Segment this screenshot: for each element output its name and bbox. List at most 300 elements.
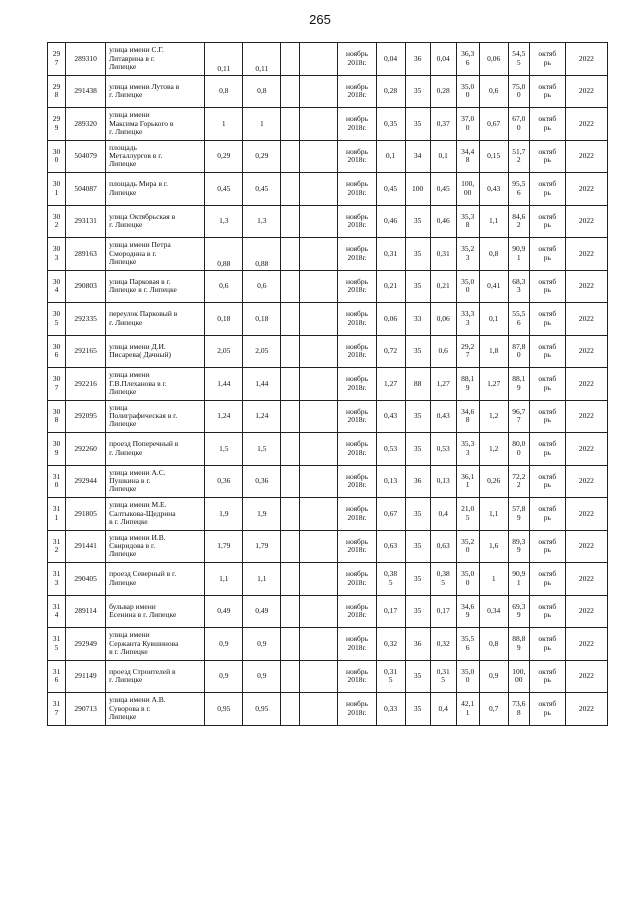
table-row bbox=[48, 43, 608, 76]
row-index-cell: 31 4 bbox=[48, 595, 66, 628]
percent-cell: 35 bbox=[405, 498, 430, 531]
value-cell: 0,43 bbox=[479, 173, 508, 206]
road-name-cell: улица Полиграфическая в г. Липецке bbox=[106, 400, 205, 433]
survey-date-cell: ноябрь 2018г. bbox=[338, 335, 376, 368]
row-index-cell: 30 0 bbox=[48, 140, 66, 173]
year-cell: 2022 bbox=[565, 303, 607, 336]
survey-date-cell: ноябрь 2018г. bbox=[338, 433, 376, 466]
month-cell: октяб рь bbox=[529, 75, 565, 108]
road-name-cell: улица имени И.В. Свиридова в г. Липецке bbox=[106, 530, 205, 563]
value-cell: 0,53 bbox=[376, 433, 405, 466]
percent-cell: 35,2 3 bbox=[456, 238, 479, 271]
percent-cell: 100, 00 bbox=[508, 660, 529, 693]
table-row bbox=[48, 693, 608, 726]
month-cell: октяб рь bbox=[529, 563, 565, 596]
value-cell: 0,67 bbox=[376, 498, 405, 531]
year-cell: 2022 bbox=[565, 595, 607, 628]
value-cell: 0,41 bbox=[479, 270, 508, 303]
length-repair-cell: 0,88 bbox=[243, 238, 281, 271]
value-cell: 0,04 bbox=[430, 43, 456, 76]
length-repair-cell: 1 bbox=[243, 108, 281, 141]
value-cell: 1,1 bbox=[479, 498, 508, 531]
value-cell: 0,43 bbox=[430, 400, 456, 433]
survey-date-cell: ноябрь 2018г. bbox=[338, 530, 376, 563]
road-code-cell: 289310 bbox=[66, 43, 106, 76]
table-row bbox=[48, 595, 608, 628]
year-cell: 2022 bbox=[565, 43, 607, 76]
month-cell: октяб рь bbox=[529, 205, 565, 238]
road-name-cell: улица Октябрьская в г. Липецке bbox=[106, 205, 205, 238]
road-name-cell: улица имени А.С. Пушкина в г. Липецке bbox=[106, 465, 205, 498]
row-index-cell: 29 8 bbox=[48, 75, 66, 108]
value-cell: 0,53 bbox=[430, 433, 456, 466]
row-index-cell: 30 2 bbox=[48, 205, 66, 238]
value-cell: 1,8 bbox=[479, 335, 508, 368]
empty-cell bbox=[300, 465, 338, 498]
percent-cell: 57,8 9 bbox=[508, 498, 529, 531]
row-index-cell: 29 9 bbox=[48, 108, 66, 141]
survey-date-cell: ноябрь 2018г. bbox=[338, 628, 376, 661]
road-name-cell: улица имени Петра Смороднна в г. Липецке bbox=[106, 238, 205, 271]
percent-cell: 34,4 8 bbox=[456, 140, 479, 173]
empty-cell bbox=[281, 498, 300, 531]
value-cell: 0,1 bbox=[479, 303, 508, 336]
row-index-cell: 31 1 bbox=[48, 498, 66, 531]
empty-cell bbox=[300, 173, 338, 206]
road-code-cell: 289163 bbox=[66, 238, 106, 271]
length-repair-cell: 0,6 bbox=[243, 270, 281, 303]
year-cell: 2022 bbox=[565, 75, 607, 108]
length-repair-cell: 1,5 bbox=[243, 433, 281, 466]
road-name-cell: площадь Мира в г. Липецке bbox=[106, 173, 205, 206]
empty-cell bbox=[281, 43, 300, 76]
value-cell: 0,4 bbox=[430, 693, 456, 726]
value-cell: 0,17 bbox=[430, 595, 456, 628]
percent-cell: 35,3 8 bbox=[456, 205, 479, 238]
row-index-cell: 31 5 bbox=[48, 628, 66, 661]
empty-cell bbox=[281, 400, 300, 433]
value-cell: 0,7 bbox=[479, 693, 508, 726]
empty-cell bbox=[281, 563, 300, 596]
value-cell: 0,63 bbox=[376, 530, 405, 563]
month-cell: октяб рь bbox=[529, 595, 565, 628]
empty-cell bbox=[300, 563, 338, 596]
percent-cell: 36,3 6 bbox=[456, 43, 479, 76]
year-cell: 2022 bbox=[565, 368, 607, 401]
road-code-cell: 289114 bbox=[66, 595, 106, 628]
empty-cell bbox=[281, 628, 300, 661]
table-row bbox=[48, 498, 608, 531]
empty-cell bbox=[300, 433, 338, 466]
length-cell: 1,3 bbox=[205, 205, 243, 238]
row-index-cell: 30 9 bbox=[48, 433, 66, 466]
survey-date-cell: ноябрь 2018г. bbox=[338, 173, 376, 206]
road-name-cell: улица Парковая в г. Липецке в г. Липецке bbox=[106, 270, 205, 303]
empty-cell bbox=[300, 660, 338, 693]
survey-date-cell: ноябрь 2018г. bbox=[338, 43, 376, 76]
percent-cell: 35,0 0 bbox=[456, 270, 479, 303]
percent-cell: 33 bbox=[405, 303, 430, 336]
value-cell: 1,6 bbox=[479, 530, 508, 563]
percent-cell: 88,1 9 bbox=[456, 368, 479, 401]
month-cell: октяб рь bbox=[529, 270, 565, 303]
value-cell: 1,27 bbox=[376, 368, 405, 401]
percent-cell: 35 bbox=[405, 270, 430, 303]
table-row bbox=[48, 433, 608, 466]
empty-cell bbox=[300, 140, 338, 173]
empty-cell bbox=[300, 303, 338, 336]
row-index-cell: 30 6 bbox=[48, 335, 66, 368]
table-body bbox=[48, 43, 608, 726]
length-cell: 1,9 bbox=[205, 498, 243, 531]
row-index-cell: 31 3 bbox=[48, 563, 66, 596]
table-row bbox=[48, 368, 608, 401]
percent-cell: 35,0 0 bbox=[456, 563, 479, 596]
value-cell: 0,46 bbox=[376, 205, 405, 238]
survey-date-cell: ноябрь 2018г. bbox=[338, 368, 376, 401]
length-cell: 0,49 bbox=[205, 595, 243, 628]
value-cell: 0,17 bbox=[376, 595, 405, 628]
table-row bbox=[48, 75, 608, 108]
table-row bbox=[48, 465, 608, 498]
table-row bbox=[48, 238, 608, 271]
value-cell: 0,04 bbox=[376, 43, 405, 76]
percent-cell: 88,8 9 bbox=[508, 628, 529, 661]
survey-date-cell: ноябрь 2018г. bbox=[338, 563, 376, 596]
length-cell: 1,44 bbox=[205, 368, 243, 401]
empty-cell bbox=[300, 75, 338, 108]
empty-cell bbox=[300, 368, 338, 401]
road-name-cell: переулок Парковый в г. Липецке bbox=[106, 303, 205, 336]
value-cell: 1,2 bbox=[479, 433, 508, 466]
value-cell: 0,34 bbox=[479, 595, 508, 628]
value-cell: 0,38 5 bbox=[430, 563, 456, 596]
road-code-cell: 291805 bbox=[66, 498, 106, 531]
empty-cell bbox=[300, 693, 338, 726]
value-cell: 0,28 bbox=[376, 75, 405, 108]
month-cell: октяб рь bbox=[529, 335, 565, 368]
table-row bbox=[48, 303, 608, 336]
length-repair-cell: 0,36 bbox=[243, 465, 281, 498]
length-cell: 1,79 bbox=[205, 530, 243, 563]
road-code-cell: 292165 bbox=[66, 335, 106, 368]
empty-cell bbox=[281, 465, 300, 498]
empty-cell bbox=[281, 530, 300, 563]
road-code-cell: 289320 bbox=[66, 108, 106, 141]
length-cell: 0,29 bbox=[205, 140, 243, 173]
value-cell: 0,9 bbox=[479, 660, 508, 693]
empty-cell bbox=[281, 238, 300, 271]
empty-cell bbox=[300, 238, 338, 271]
value-cell: 0,15 bbox=[479, 140, 508, 173]
road-code-cell: 291441 bbox=[66, 530, 106, 563]
year-cell: 2022 bbox=[565, 660, 607, 693]
length-cell: 0,88 bbox=[205, 238, 243, 271]
year-cell: 2022 bbox=[565, 465, 607, 498]
row-index-cell: 29 7 bbox=[48, 43, 66, 76]
empty-cell bbox=[281, 303, 300, 336]
survey-date-cell: ноябрь 2018г. bbox=[338, 270, 376, 303]
empty-cell bbox=[281, 75, 300, 108]
road-name-cell: проезд Строителей в г. Липецке bbox=[106, 660, 205, 693]
value-cell: 0,38 5 bbox=[376, 563, 405, 596]
row-index-cell: 30 4 bbox=[48, 270, 66, 303]
page-number: 265 bbox=[309, 12, 331, 27]
month-cell: октяб рь bbox=[529, 43, 565, 76]
empty-cell bbox=[281, 595, 300, 628]
road-name-cell: улица имени Максима Горького в г. Липецке bbox=[106, 108, 205, 141]
length-cell: 0,9 bbox=[205, 660, 243, 693]
value-cell: 0,31 5 bbox=[430, 660, 456, 693]
length-repair-cell: 1,9 bbox=[243, 498, 281, 531]
value-cell: 0,1 bbox=[376, 140, 405, 173]
value-cell: 0,45 bbox=[430, 173, 456, 206]
length-cell: 0,9 bbox=[205, 628, 243, 661]
percent-cell: 29,2 7 bbox=[456, 335, 479, 368]
value-cell: 0,32 bbox=[430, 628, 456, 661]
percent-cell: 67,0 0 bbox=[508, 108, 529, 141]
road-code-cell: 292944 bbox=[66, 465, 106, 498]
length-repair-cell: 1,79 bbox=[243, 530, 281, 563]
value-cell: 0,06 bbox=[479, 43, 508, 76]
percent-cell: 87,8 0 bbox=[508, 335, 529, 368]
percent-cell: 35 bbox=[405, 205, 430, 238]
value-cell: 0,13 bbox=[430, 465, 456, 498]
percent-cell: 35 bbox=[405, 108, 430, 141]
table-row bbox=[48, 628, 608, 661]
empty-cell bbox=[281, 140, 300, 173]
empty-cell bbox=[300, 628, 338, 661]
table-row bbox=[48, 660, 608, 693]
percent-cell: 100, 00 bbox=[456, 173, 479, 206]
year-cell: 2022 bbox=[565, 205, 607, 238]
percent-cell: 75,0 0 bbox=[508, 75, 529, 108]
road-code-cell: 292335 bbox=[66, 303, 106, 336]
survey-date-cell: ноябрь 2018г. bbox=[338, 693, 376, 726]
percent-cell: 35,0 0 bbox=[456, 75, 479, 108]
road-code-cell: 291149 bbox=[66, 660, 106, 693]
percent-cell: 90,9 1 bbox=[508, 563, 529, 596]
empty-cell bbox=[300, 595, 338, 628]
value-cell: 0,31 5 bbox=[376, 660, 405, 693]
value-cell: 0,21 bbox=[376, 270, 405, 303]
survey-date-cell: ноябрь 2018г. bbox=[338, 205, 376, 238]
table-row bbox=[48, 530, 608, 563]
percent-cell: 55,5 6 bbox=[508, 303, 529, 336]
road-name-cell: площадь Металлургов в г. Липецке bbox=[106, 140, 205, 173]
month-cell: октяб рь bbox=[529, 660, 565, 693]
percent-cell: 35 bbox=[405, 660, 430, 693]
value-cell: 0,6 bbox=[479, 75, 508, 108]
road-name-cell: улица имени М.Е. Салтыкова-Щедрина в г. Липецке bbox=[106, 498, 205, 531]
length-repair-cell: 0,8 bbox=[243, 75, 281, 108]
percent-cell: 35 bbox=[405, 530, 430, 563]
empty-cell bbox=[300, 335, 338, 368]
percent-cell: 35,5 6 bbox=[456, 628, 479, 661]
survey-date-cell: ноябрь 2018г. bbox=[338, 465, 376, 498]
row-index-cell: 31 6 bbox=[48, 660, 66, 693]
value-cell: 0,31 bbox=[430, 238, 456, 271]
year-cell: 2022 bbox=[565, 433, 607, 466]
value-cell: 0,6 bbox=[430, 335, 456, 368]
value-cell: 1 bbox=[479, 563, 508, 596]
road-name-cell: проезд Северный в г. Липецке bbox=[106, 563, 205, 596]
length-repair-cell: 0,45 bbox=[243, 173, 281, 206]
road-code-cell: 292095 bbox=[66, 400, 106, 433]
percent-cell: 73,6 8 bbox=[508, 693, 529, 726]
percent-cell: 35 bbox=[405, 75, 430, 108]
percent-cell: 36 bbox=[405, 628, 430, 661]
percent-cell: 35 bbox=[405, 433, 430, 466]
year-cell: 2022 bbox=[565, 108, 607, 141]
value-cell: 1,27 bbox=[430, 368, 456, 401]
value-cell: 0,32 bbox=[376, 628, 405, 661]
empty-cell bbox=[281, 335, 300, 368]
percent-cell: 51,7 2 bbox=[508, 140, 529, 173]
value-cell: 0,8 bbox=[479, 628, 508, 661]
road-code-cell: 504079 bbox=[66, 140, 106, 173]
value-cell: 0,37 bbox=[430, 108, 456, 141]
percent-cell: 42,1 1 bbox=[456, 693, 479, 726]
empty-cell bbox=[281, 108, 300, 141]
length-repair-cell: 0,11 bbox=[243, 43, 281, 76]
row-index-cell: 31 7 bbox=[48, 693, 66, 726]
road-code-cell: 292216 bbox=[66, 368, 106, 401]
value-cell: 1,1 bbox=[479, 205, 508, 238]
value-cell: 0,13 bbox=[376, 465, 405, 498]
road-name-cell: улица имени Д.И. Писарева( Дачный) bbox=[106, 335, 205, 368]
value-cell: 0,35 bbox=[376, 108, 405, 141]
value-cell: 0,67 bbox=[479, 108, 508, 141]
road-code-cell: 293131 bbox=[66, 205, 106, 238]
length-repair-cell: 1,24 bbox=[243, 400, 281, 433]
empty-cell bbox=[300, 108, 338, 141]
percent-cell: 88 bbox=[405, 368, 430, 401]
percent-cell: 89,3 9 bbox=[508, 530, 529, 563]
length-cell: 0,11 bbox=[205, 43, 243, 76]
table-row bbox=[48, 400, 608, 433]
survey-date-cell: ноябрь 2018г. bbox=[338, 238, 376, 271]
percent-cell: 68,3 3 bbox=[508, 270, 529, 303]
percent-cell: 35 bbox=[405, 563, 430, 596]
roads-table bbox=[47, 42, 608, 726]
length-cell: 1,5 bbox=[205, 433, 243, 466]
percent-cell: 54,5 5 bbox=[508, 43, 529, 76]
percent-cell: 34,6 9 bbox=[456, 595, 479, 628]
year-cell: 2022 bbox=[565, 238, 607, 271]
empty-cell bbox=[300, 270, 338, 303]
length-cell: 0,36 bbox=[205, 465, 243, 498]
empty-cell bbox=[281, 173, 300, 206]
empty-cell bbox=[281, 693, 300, 726]
length-repair-cell: 0,9 bbox=[243, 628, 281, 661]
value-cell: 0,8 bbox=[479, 238, 508, 271]
survey-date-cell: ноябрь 2018г. bbox=[338, 108, 376, 141]
month-cell: октяб рь bbox=[529, 628, 565, 661]
value-cell: 0,43 bbox=[376, 400, 405, 433]
survey-date-cell: ноябрь 2018г. bbox=[338, 400, 376, 433]
percent-cell: 34,6 8 bbox=[456, 400, 479, 433]
length-cell: 0,8 bbox=[205, 75, 243, 108]
month-cell: октяб рь bbox=[529, 400, 565, 433]
year-cell: 2022 bbox=[565, 270, 607, 303]
percent-cell: 35 bbox=[405, 400, 430, 433]
percent-cell: 100 bbox=[405, 173, 430, 206]
year-cell: 2022 bbox=[565, 530, 607, 563]
road-code-cell: 290803 bbox=[66, 270, 106, 303]
table-row bbox=[48, 108, 608, 141]
empty-cell bbox=[281, 270, 300, 303]
survey-date-cell: ноябрь 2018г. bbox=[338, 140, 376, 173]
survey-date-cell: ноябрь 2018г. bbox=[338, 498, 376, 531]
month-cell: октяб рь bbox=[529, 173, 565, 206]
row-index-cell: 30 3 bbox=[48, 238, 66, 271]
empty-cell bbox=[300, 498, 338, 531]
percent-cell: 35,0 0 bbox=[456, 660, 479, 693]
year-cell: 2022 bbox=[565, 628, 607, 661]
month-cell: октяб рь bbox=[529, 140, 565, 173]
length-cell: 0,6 bbox=[205, 270, 243, 303]
survey-date-cell: ноябрь 2018г. bbox=[338, 75, 376, 108]
month-cell: октяб рь bbox=[529, 498, 565, 531]
length-repair-cell: 1,3 bbox=[243, 205, 281, 238]
value-cell: 0,72 bbox=[376, 335, 405, 368]
value-cell: 0,4 bbox=[430, 498, 456, 531]
road-code-cell: 292949 bbox=[66, 628, 106, 661]
road-code-cell: 292260 bbox=[66, 433, 106, 466]
length-repair-cell: 1,1 bbox=[243, 563, 281, 596]
road-code-cell: 291438 bbox=[66, 75, 106, 108]
percent-cell: 80,0 0 bbox=[508, 433, 529, 466]
value-cell: 0,21 bbox=[430, 270, 456, 303]
length-repair-cell: 0,95 bbox=[243, 693, 281, 726]
length-cell: 2,05 bbox=[205, 335, 243, 368]
percent-cell: 36 bbox=[405, 465, 430, 498]
percent-cell: 35 bbox=[405, 238, 430, 271]
survey-date-cell: ноябрь 2018г. bbox=[338, 595, 376, 628]
value-cell: 0,26 bbox=[479, 465, 508, 498]
road-name-cell: улица имени А.В. Суворова в г. Липецке bbox=[106, 693, 205, 726]
month-cell: октяб рь bbox=[529, 368, 565, 401]
row-index-cell: 30 8 bbox=[48, 400, 66, 433]
table-row bbox=[48, 205, 608, 238]
table-row bbox=[48, 270, 608, 303]
value-cell: 0,31 bbox=[376, 238, 405, 271]
year-cell: 2022 bbox=[565, 693, 607, 726]
year-cell: 2022 bbox=[565, 400, 607, 433]
value-cell: 0,1 bbox=[430, 140, 456, 173]
road-name-cell: бульвар имени Есенина в г. Липецке bbox=[106, 595, 205, 628]
empty-cell bbox=[281, 660, 300, 693]
value-cell: 1,2 bbox=[479, 400, 508, 433]
road-name-cell: улица имени Г.В.Плеханова в г. Липецке bbox=[106, 368, 205, 401]
survey-date-cell: ноябрь 2018г. bbox=[338, 303, 376, 336]
percent-cell: 36,1 1 bbox=[456, 465, 479, 498]
length-cell: 1 bbox=[205, 108, 243, 141]
month-cell: октяб рь bbox=[529, 465, 565, 498]
year-cell: 2022 bbox=[565, 140, 607, 173]
percent-cell: 35 bbox=[405, 335, 430, 368]
table-row bbox=[48, 563, 608, 596]
road-code-cell: 290405 bbox=[66, 563, 106, 596]
table-row bbox=[48, 335, 608, 368]
month-cell: октяб рь bbox=[529, 303, 565, 336]
year-cell: 2022 bbox=[565, 335, 607, 368]
value-cell: 0,45 bbox=[376, 173, 405, 206]
value-cell: 0,33 bbox=[376, 693, 405, 726]
road-code-cell: 290713 bbox=[66, 693, 106, 726]
percent-cell: 33,3 3 bbox=[456, 303, 479, 336]
